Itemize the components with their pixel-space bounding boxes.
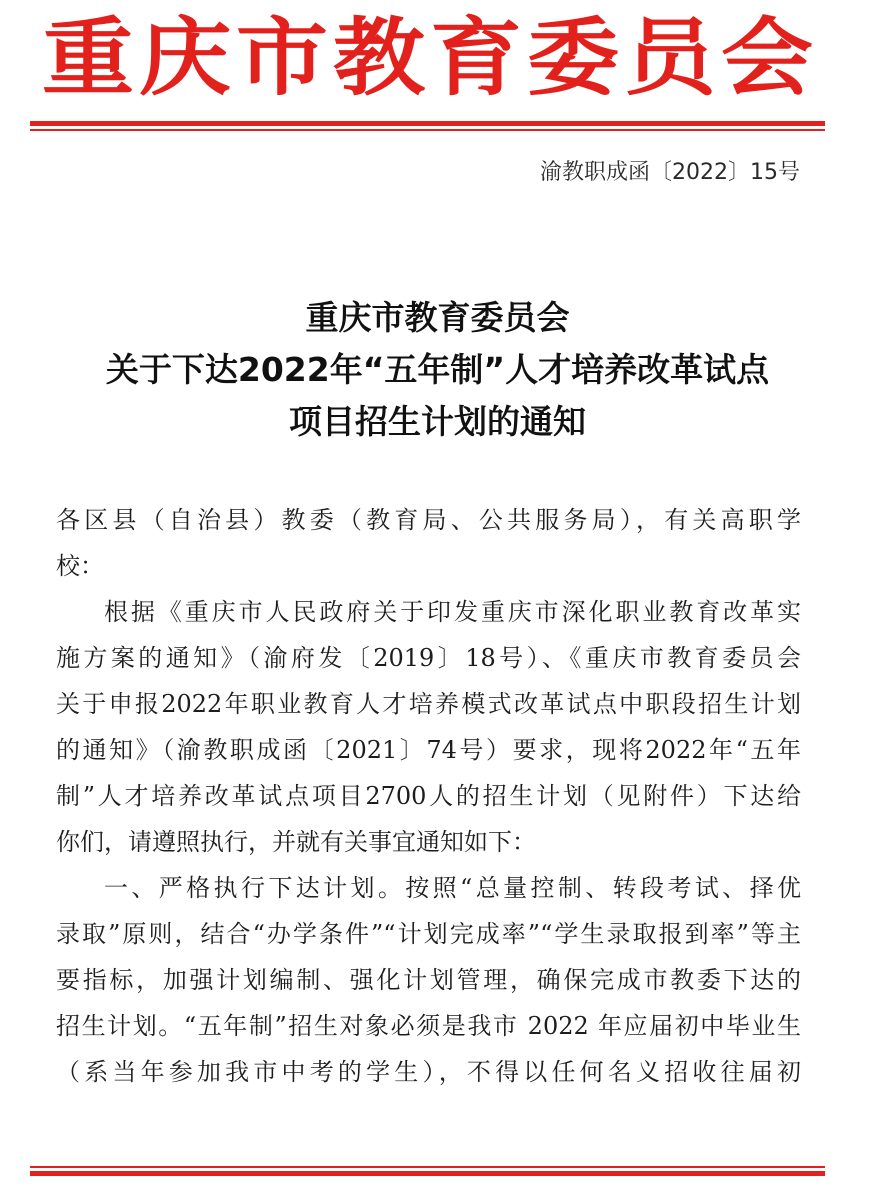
body-line-addressee-end: 校： bbox=[56, 552, 104, 580]
body-line-11: 要指标，加强计划编制、强化计划管理，确保完成市教委下达的 bbox=[56, 966, 801, 994]
masthead-rule-thin bbox=[30, 129, 825, 131]
body-line-12: 招生计划。“五年制”招生对象必须是我市 2022 年应届初中毕业生 bbox=[56, 1012, 801, 1040]
footer-rule-thin bbox=[30, 1166, 825, 1168]
masthead-org-name: 重庆市教育委员会 bbox=[41, 8, 818, 108]
body-line-6: 的通知》（渝教职成函〔2021〕74号）要求，现将2022年“五年 bbox=[56, 736, 801, 764]
footer-rule-thick bbox=[30, 1171, 825, 1176]
masthead-rule-thick bbox=[30, 121, 825, 126]
body-line-9: 一、严格执行下达计划。按照“总量控制、转段考试、择优 bbox=[104, 874, 801, 902]
body-line-13: （系当年参加我市中考的学生），不得以任何名义招收往届初 bbox=[56, 1058, 801, 1086]
title-line-3: 项目招生计划的通知 bbox=[289, 402, 586, 441]
body-line-5: 关于申报2022年职业教育人才培养模式改革试点中职段招生计划 bbox=[56, 690, 801, 718]
notice-body bbox=[56, 497, 801, 1095]
body-line-4: 施方案的通知》（渝府发〔2019〕18号）、《重庆市教育委员会 bbox=[56, 644, 801, 672]
body-line-addressee: 各区县（自治县）教委（教育局、公共服务局），有关高职学 bbox=[56, 506, 801, 534]
document-number: 渝教职成函〔2022〕15号 bbox=[540, 160, 800, 185]
body-line-3: 根据《重庆市人民政府关于印发重庆市深化职业教育改革实 bbox=[104, 598, 801, 626]
title-line-1: 重庆市教育委员会 bbox=[305, 298, 570, 337]
body-line-8: 你们，请遵照执行，并就有关事宜通知如下： bbox=[56, 828, 536, 856]
body-line-10: 录取”原则，结合“办学条件”“计划完成率”“学生录取报到率”等主 bbox=[56, 920, 801, 948]
title-line-2: 关于下达2022年“五年制”人才培养改革试点 bbox=[105, 350, 770, 389]
notice-title bbox=[0, 292, 875, 448]
body-line-7: 制”人才培养改革试点项目2700人的招生计划（见附件）下达给 bbox=[56, 782, 801, 810]
